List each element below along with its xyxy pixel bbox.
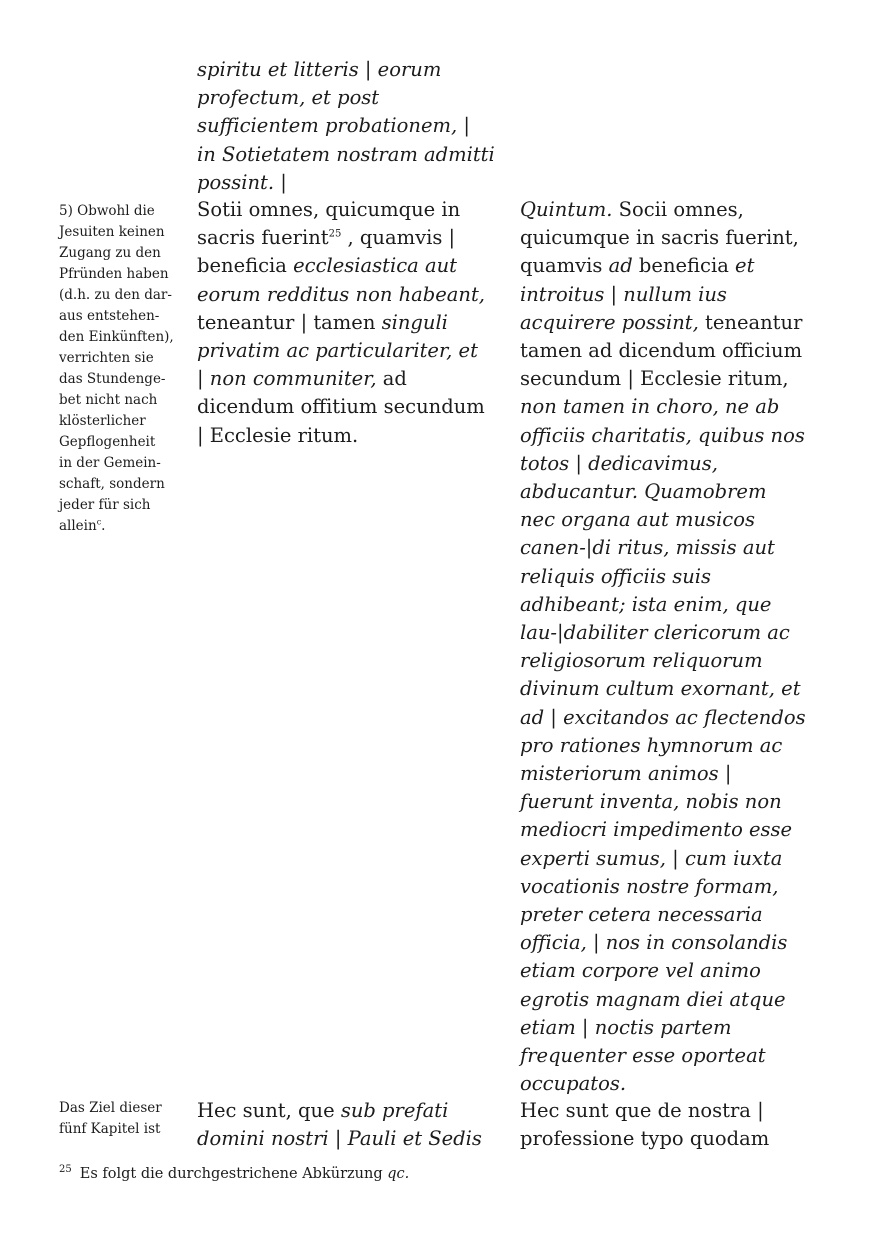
text-line bbox=[520, 732, 806, 760]
text-segment: occupatos. bbox=[520, 1072, 627, 1096]
text-line bbox=[520, 1042, 806, 1070]
text-line bbox=[520, 365, 806, 393]
text-line bbox=[520, 788, 806, 816]
text-line bbox=[197, 393, 485, 421]
text-line bbox=[520, 986, 806, 1014]
note-text: schaft, sondern bbox=[59, 476, 165, 492]
text-segment: nec organa aut musicos bbox=[520, 508, 755, 532]
text-line bbox=[520, 281, 806, 309]
text-line bbox=[197, 337, 485, 365]
note-ref: c bbox=[96, 517, 102, 527]
text-line bbox=[520, 1070, 806, 1098]
footnote-text: Es folgt die durchgestrichene Abkürzung bbox=[79, 1166, 388, 1182]
text-line bbox=[520, 450, 806, 478]
text-segment: acquirere possint, bbox=[520, 310, 699, 334]
text-segment: spiritu et litteris | eorum bbox=[197, 58, 442, 81]
note-text: fünf Kapitel ist bbox=[59, 1121, 161, 1137]
text-line bbox=[520, 675, 806, 703]
text-line bbox=[197, 56, 495, 84]
text-segment: profectum, et post bbox=[197, 86, 380, 110]
note-line bbox=[59, 1098, 162, 1119]
text-segment: Quintum. bbox=[520, 198, 613, 221]
text-line bbox=[520, 252, 806, 280]
text-segment: non tamen in choro, ne ab bbox=[520, 395, 780, 419]
note-line bbox=[59, 495, 174, 516]
note-line bbox=[59, 474, 174, 495]
text-segment: quicumque in sacris fuerint, bbox=[520, 226, 799, 250]
footnote-ref: 25 bbox=[328, 228, 342, 240]
text-segment: officia, | nos in consolandis bbox=[520, 931, 788, 955]
text-segment: secundum | Ecclesie ritum, bbox=[520, 367, 789, 391]
text-segment: ecclesiastica aut bbox=[293, 254, 457, 278]
text-line bbox=[197, 224, 485, 252]
text-segment: privatim ac particulariter, et bbox=[197, 339, 478, 363]
text-line bbox=[197, 1125, 482, 1153]
text-line bbox=[197, 252, 485, 280]
sec5-middle-text bbox=[197, 196, 485, 450]
text-segment: ad bbox=[608, 254, 633, 278]
text-segment: singuli bbox=[381, 310, 448, 334]
text-segment: beneficia bbox=[197, 254, 294, 278]
note-line bbox=[59, 306, 174, 327]
text-segment: dicendum offitium secundum bbox=[197, 395, 485, 419]
text-segment: misteriorum animos | bbox=[520, 762, 732, 786]
top-middle-text bbox=[197, 56, 495, 197]
note-text: 5) Obwohl die bbox=[59, 203, 155, 219]
note-line bbox=[59, 432, 174, 453]
text-segment: adhibeant; ista enim, que bbox=[520, 592, 772, 616]
text-line bbox=[197, 422, 485, 450]
text-segment: frequenter esse oporteat bbox=[520, 1044, 766, 1068]
text-line bbox=[520, 845, 806, 873]
note-text: Zugang zu den bbox=[59, 245, 161, 261]
note-text: klösterlicher bbox=[59, 413, 146, 429]
text-segment: divinum cultum exornant, et bbox=[520, 677, 801, 701]
text-segment: in Sotietatem nostram admitti bbox=[197, 142, 495, 166]
last-right-text bbox=[520, 1097, 769, 1153]
text-segment: beneficia bbox=[632, 254, 736, 278]
text-line bbox=[197, 196, 485, 224]
text-segment: non communiter, bbox=[209, 367, 377, 391]
text-segment: preter cetera necessaria bbox=[520, 903, 763, 927]
text-segment: eorum redditus non habeant, bbox=[197, 282, 485, 306]
text-segment: possint. | bbox=[197, 170, 287, 194]
note-text: den Einkünften), bbox=[59, 329, 174, 345]
last-note-lines bbox=[59, 1098, 162, 1140]
text-line bbox=[520, 478, 806, 506]
note-line bbox=[59, 327, 174, 348]
text-line bbox=[197, 365, 485, 393]
text-line bbox=[520, 534, 806, 562]
note-line bbox=[59, 243, 174, 264]
note-line bbox=[59, 285, 174, 306]
text-line bbox=[520, 1014, 806, 1042]
text-segment: fuerunt inventa, nobis non bbox=[520, 790, 782, 814]
text-line bbox=[520, 929, 806, 957]
text-segment: officiis charitatis, quibus nos bbox=[520, 423, 805, 447]
text-line bbox=[197, 281, 485, 309]
text-line bbox=[520, 422, 806, 450]
footnote-abbreviation: qc. bbox=[387, 1166, 410, 1182]
note-line bbox=[59, 264, 174, 285]
text-line bbox=[520, 591, 806, 619]
last-middle-text bbox=[197, 1097, 482, 1153]
note-line bbox=[59, 411, 174, 432]
note-line bbox=[59, 390, 174, 411]
text-segment: abducantur. Quamobrem bbox=[520, 480, 767, 504]
text-line bbox=[520, 957, 806, 985]
note-line bbox=[59, 222, 174, 243]
text-line bbox=[520, 1097, 769, 1125]
sec5-note-lines bbox=[59, 201, 174, 537]
text-segment: etiam | noctis partem bbox=[520, 1015, 732, 1039]
text-segment: lau-|dabiliter clericorum ac bbox=[520, 621, 790, 645]
note-line bbox=[59, 453, 174, 474]
note-line bbox=[59, 1119, 162, 1140]
text-line bbox=[520, 873, 806, 901]
text-segment: et bbox=[735, 254, 755, 278]
text-segment: Hec sunt, que bbox=[197, 1099, 341, 1122]
sec5-margin-note bbox=[59, 201, 174, 537]
text-segment: introitus | nullum ius bbox=[520, 282, 727, 306]
note-text: Jesuiten keinen bbox=[59, 224, 165, 240]
text-segment: | bbox=[197, 367, 210, 391]
note-text: verrichten sie bbox=[59, 350, 154, 366]
text-segment: totos | dedicavimus, bbox=[520, 451, 718, 475]
note-line bbox=[59, 348, 174, 369]
text-line bbox=[520, 196, 806, 224]
text-line bbox=[520, 816, 806, 844]
text-line bbox=[520, 619, 806, 647]
footnote bbox=[59, 1166, 409, 1182]
note-line bbox=[59, 516, 174, 537]
note-line bbox=[59, 369, 174, 390]
text-segment: etiam corpore vel animo bbox=[520, 959, 761, 983]
text-line bbox=[197, 112, 495, 140]
text-line bbox=[197, 309, 485, 337]
text-line bbox=[197, 1097, 482, 1125]
text-segment: teneantur | tamen bbox=[197, 310, 382, 334]
note-text: allein bbox=[59, 518, 97, 534]
text-segment: egrotis magnam diei atque bbox=[520, 987, 786, 1011]
text-segment: , quamvis | bbox=[341, 226, 456, 250]
note-text: Gepflogenheit bbox=[59, 434, 156, 450]
footnote-number: 25 bbox=[59, 1164, 72, 1176]
text-segment: mediocri impedimento esse bbox=[520, 818, 793, 842]
text-segment: | Ecclesie ritum. bbox=[197, 423, 359, 447]
last-margin-note bbox=[59, 1098, 162, 1140]
text-segment: canen-|di ritus, missis aut bbox=[520, 536, 775, 560]
text-segment: Sotii omnes, quicumque in bbox=[197, 198, 461, 221]
note-line bbox=[59, 201, 174, 222]
text-segment: ad bbox=[376, 367, 407, 391]
note-text: Das Ziel dieser bbox=[59, 1100, 162, 1116]
text-line bbox=[520, 647, 806, 675]
text-segment: Socii omnes, bbox=[612, 198, 744, 221]
text-segment: Hec sunt que de nostra | bbox=[520, 1099, 764, 1122]
text-line bbox=[197, 84, 495, 112]
text-segment: pro rationes hymnorum ac bbox=[520, 733, 783, 757]
text-line bbox=[197, 141, 495, 169]
text-segment: sufficientem probationem, | bbox=[197, 114, 470, 138]
text-line bbox=[520, 224, 806, 252]
text-segment: ad | excitandos ac flectendos bbox=[520, 705, 806, 729]
text-line bbox=[520, 901, 806, 929]
text-line bbox=[520, 393, 806, 421]
text-segment: teneantur bbox=[698, 310, 803, 334]
text-segment: quamvis bbox=[520, 254, 609, 278]
text-segment: experti sumus, | cum iuxta bbox=[520, 846, 783, 870]
text-segment: domini nostri | Pauli et Sedis bbox=[197, 1127, 482, 1151]
text-segment: professione typo quodam bbox=[520, 1127, 770, 1151]
note-text: jeder für sich bbox=[59, 497, 151, 513]
text-line bbox=[520, 760, 806, 788]
text-line bbox=[520, 1125, 769, 1153]
note-text: Pfründen haben bbox=[59, 266, 169, 282]
text-line bbox=[520, 337, 806, 365]
note-text: in der Gemein- bbox=[59, 455, 161, 471]
text-segment: reliquis officiis suis bbox=[520, 564, 712, 588]
note-text: aus entstehen- bbox=[59, 308, 160, 324]
note-end: . bbox=[101, 518, 106, 534]
text-segment: religiosorum reliquorum bbox=[520, 649, 763, 673]
text-segment: vocationis nostre formam, bbox=[520, 874, 779, 898]
sec5-right-text bbox=[520, 196, 806, 1099]
text-line bbox=[197, 169, 495, 197]
text-line bbox=[520, 506, 806, 534]
text-segment: tamen ad dicendum officium bbox=[520, 339, 803, 363]
text-segment: sub prefati bbox=[340, 1099, 449, 1122]
text-segment: sacris fuerint bbox=[197, 226, 329, 250]
text-line bbox=[520, 563, 806, 591]
text-line bbox=[520, 704, 806, 732]
note-text: (d.h. zu den dar- bbox=[59, 287, 172, 303]
text-line bbox=[520, 309, 806, 337]
note-text: das Stundenge- bbox=[59, 371, 166, 387]
note-text: bet nicht nach bbox=[59, 392, 158, 408]
